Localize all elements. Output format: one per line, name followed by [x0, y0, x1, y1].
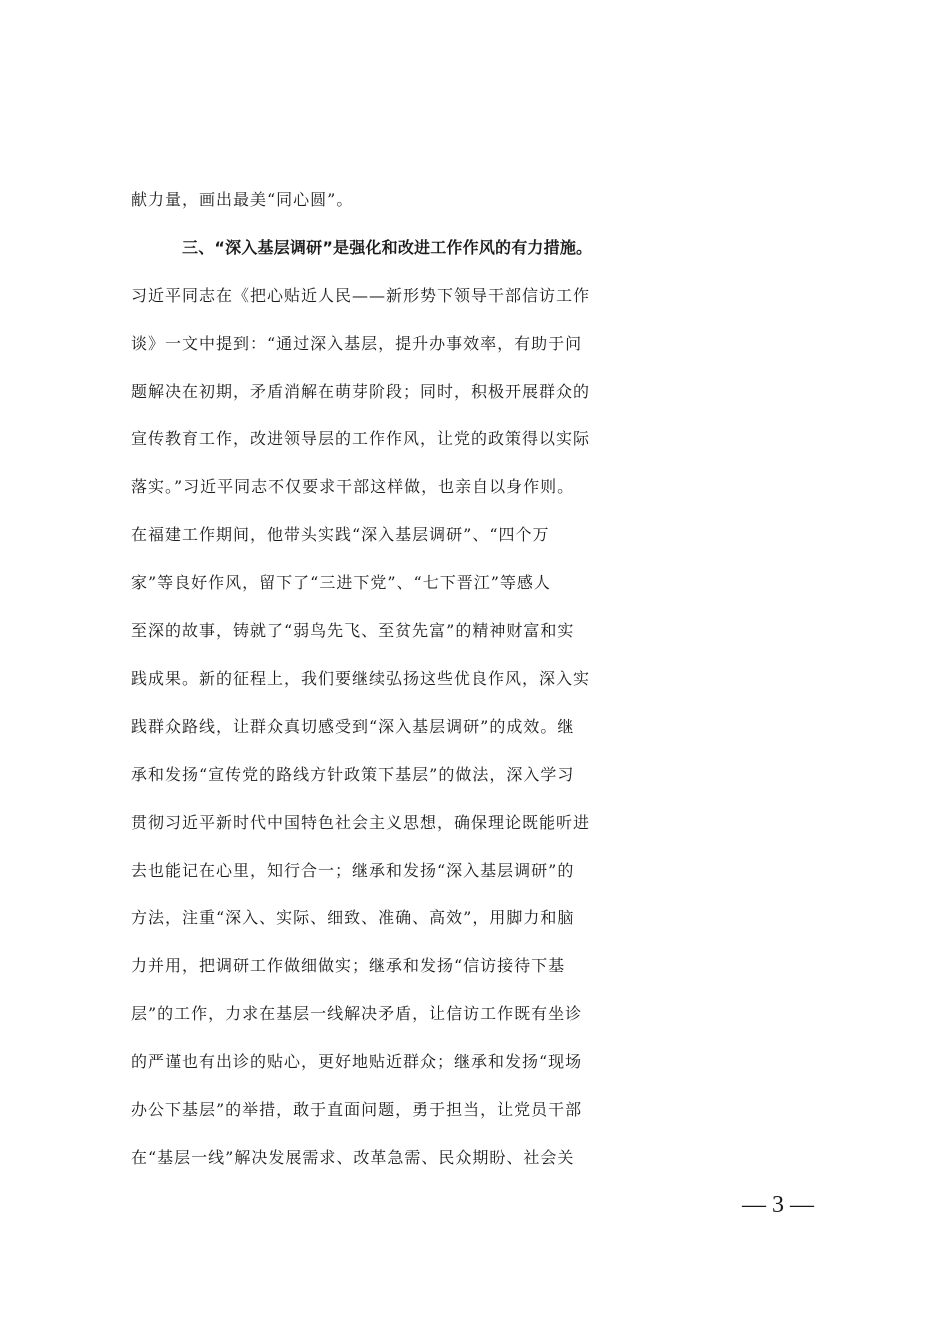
- body-line: 贯彻习近平新时代中国特色社会主义思想，确保理论既能听进: [131, 813, 591, 832]
- page-number: — 3 —: [742, 1192, 814, 1218]
- body-line: 在“基层一线”解决发展需求、改革急需、民众期盼、社会关: [131, 1148, 575, 1167]
- body-line: 至深的故事，铸就了“弱鸟先飞、至贫先富”的精神财富和实: [131, 621, 575, 640]
- body-line: 题解决在初期，矛盾消解在萌芽阶段；同时，积极开展群众的: [131, 382, 591, 401]
- body-line: 家”等良好作风，留下了“三进下党”、“七下晋江”等感人: [131, 573, 551, 592]
- body-line: 办公下基层”的举措，敢于直面问题，勇于担当，让党员干部: [131, 1100, 583, 1119]
- body-line: 习近平同志在《把心贴近人民——新形势下领导干部信访工作: [131, 286, 591, 305]
- body-line: 在福建工作期间，他带头实践“深入基层调研”、“四个万: [131, 525, 550, 544]
- body-line: 践成果。新的征程上，我们要继续弘扬这些优良作风，深入实: [131, 669, 591, 688]
- body-line: 方法，注重“深入、实际、细致、准确、高效”，用脚力和脑: [131, 908, 575, 927]
- body-line: 谈》一文中提到：“通过深入基层，提升办事效率，有助于问: [131, 334, 583, 353]
- body-line: 践群众路线，让群众真切感受到“深入基层调研”的成效。继: [131, 717, 575, 736]
- body-line: 层”的工作，力求在基层一线解决矛盾，让信访工作既有坐诊: [131, 1004, 583, 1023]
- body-line: 去也能记在心里，知行合一；继承和发扬“深入基层调研”的: [131, 861, 575, 880]
- body-line: 力并用，把调研工作做细做实；继承和发扬“信访接待下基: [131, 956, 566, 975]
- body-line: 献力量，画出最美“同心圆”。: [131, 190, 354, 209]
- body-line: 落实。”习近平同志不仅要求干部这样做，也亲自以身作则。: [131, 477, 575, 496]
- body-line: 承和发扬“宣传党的路线方针政策下基层”的做法，深入学习: [131, 765, 575, 784]
- body-line: 宣传教育工作，改进领导层的工作作风，让党的政策得以实际: [131, 429, 591, 448]
- section-heading: 三、“深入基层调研”是强化和改进工作作风的有力措施。: [182, 238, 593, 257]
- body-line: 的严谨也有出诊的贴心，更好地贴近群众；继承和发扬“现场: [131, 1052, 583, 1071]
